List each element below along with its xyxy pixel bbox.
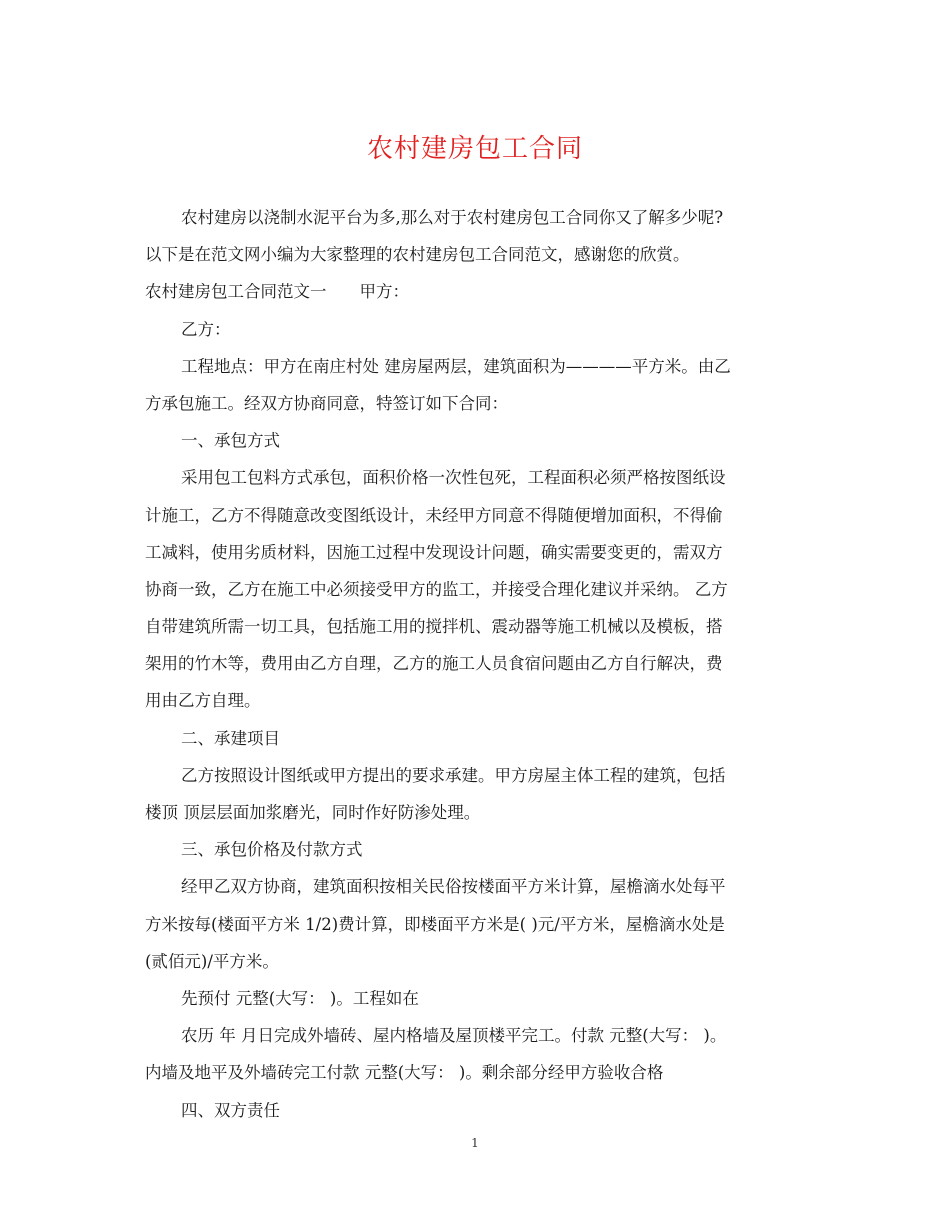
text-line: 先预付 元整(大写： )。工程如在 bbox=[181, 988, 419, 1008]
text-line: 工程地点：甲方在南庄村处 建房屋两层，建筑面积为————平方米。由乙 bbox=[181, 356, 731, 376]
text-line: 经甲乙双方协商，建筑面积按相关民俗按楼面平方米计算，屋檐滴水处每平 bbox=[181, 877, 726, 897]
text-line: 架用的竹木等，费用由乙方自理，乙方的施工人员食宿问题由乙方自行解决，费 bbox=[145, 654, 723, 674]
text-line: 二、承建项目 bbox=[181, 728, 280, 748]
text-line: 方承包施工。经双方协商同意，特签订如下合同： bbox=[145, 393, 508, 413]
text-line: 工减料，使用劣质材料，因施工过程中发现设计问题，确实需要变更的，需双方 bbox=[145, 542, 723, 562]
text-line: 用由乙方自理。 bbox=[145, 691, 261, 711]
document-title: 农村建房包工合同 bbox=[366, 134, 583, 164]
text-line: 自带建筑所需一切工具，包括施工用的搅拌机、震动器等施工机械以及模板，搭 bbox=[145, 617, 723, 637]
text-line: 一、承包方式 bbox=[181, 431, 280, 451]
text-line: 乙方按照设计图纸或甲方提出的要求承建。甲方房屋主体工程的建筑，包括 bbox=[181, 765, 726, 785]
text-line: 三、承包价格及付款方式 bbox=[181, 840, 363, 860]
text-line: 四、双方责任 bbox=[181, 1100, 280, 1120]
text-line: 乙方： bbox=[181, 319, 231, 339]
text-line: 以下是在范文网小编为大家整理的农村建房包工合同范文，感谢您的欣赏。 bbox=[145, 245, 690, 265]
text-line: 采用包工包料方式承包，面积价格一次性包死，工程面积必须严格按图纸设 bbox=[181, 468, 726, 488]
text-line: 农历 年 月日完成外墙砖、屋内格墙及屋顶楼平完工。付款 元整(大写： )。 bbox=[181, 1026, 727, 1046]
text-line: 计施工，乙方不得随意改变图纸设计，未经甲方同意不得随便增加面积，不得偷 bbox=[145, 505, 723, 525]
text-line: 内墙及地平及外墙砖完工付款 元整(大写： )。剩余部分经甲方验收合格 bbox=[145, 1063, 664, 1083]
text-line: 方米按每(楼面平方米 1/2)费计算，即楼面平方米是( )元/平方米，屋檐滴水处是 bbox=[145, 914, 725, 934]
text-line: 农村建房包工合同范文一 甲方： bbox=[145, 282, 409, 302]
text-line: 农村建房以浇制水泥平台为多,那么对于农村建房包工合同你又了解多少呢? bbox=[181, 208, 724, 227]
text-line: 协商一致，乙方在施工中必须接受甲方的监工，并接受合理化建议并采纳。 乙方 bbox=[145, 579, 728, 599]
text-line: (贰佰元)/平方米。 bbox=[145, 951, 279, 971]
text-line: 楼顶 顶层层面加浆磨光，同时作好防渗处理。 bbox=[145, 803, 481, 822]
page-number: 1 bbox=[471, 1136, 479, 1150]
document-body bbox=[145, 206, 805, 1136]
